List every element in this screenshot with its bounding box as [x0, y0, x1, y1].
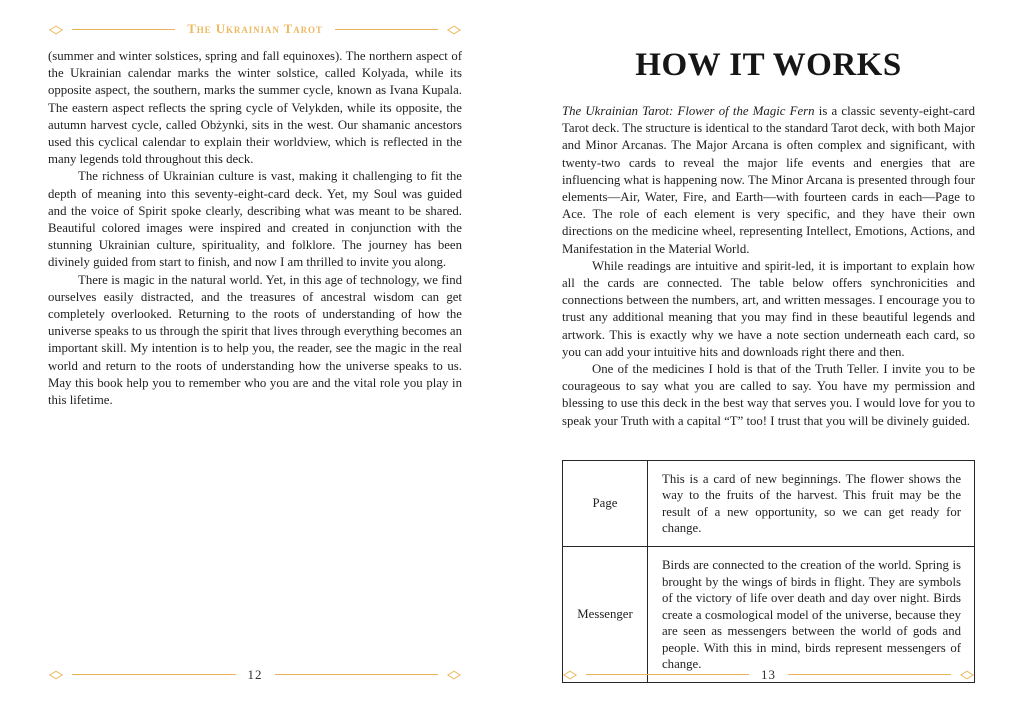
ornament-rule	[335, 29, 438, 30]
page-footer	[566, 668, 971, 681]
page-right	[562, 0, 975, 717]
page-footer	[52, 668, 458, 681]
table-term-cell: Messenger	[563, 547, 648, 683]
diamond-ornament-icon	[447, 670, 461, 679]
page-number: 13	[761, 667, 776, 682]
card-meanings-table	[562, 460, 975, 683]
ornament-rule	[586, 674, 749, 675]
left-page-body	[48, 48, 462, 409]
ornament-rule	[72, 674, 236, 675]
paragraph: There is magic in the natural world. Yet, in this age of technology, we find ourselves easily distracted, and the treasures of ancestral wisdom can get completely overlooked. Returning to the roots of understanding of how the universe speaks to us through the spirit that lives through everything becomes an important skill. My intention is to help you, the reader, see the magic in the real world and return to the roots of understanding how the universe speaks to us. May this book help you to remember who you are and the vital role you play in this lifetime.	[48, 272, 462, 408]
running-header-title: The Ukrainian Tarot	[187, 21, 323, 36]
diamond-ornament-icon	[447, 25, 461, 34]
page-number: 12	[247, 667, 263, 682]
diamond-ornament-icon	[563, 670, 577, 679]
table-description-cell: Birds are connected to the creation of the world. Spring is brought by the wings of birds in flight. They are symbols of the victory of life over death and day over night. Birds create a cosmological model of the universe, because they are seen as messengers between the world of gods and people. With this in mind, birds represent messengers of change.	[648, 547, 975, 683]
page-left	[48, 0, 462, 717]
running-header	[52, 22, 458, 37]
right-page-body	[562, 103, 975, 430]
diamond-ornament-icon	[49, 25, 63, 34]
paragraph: The richness of Ukrainian culture is vast, making it challenging to fit the depth of meaning into this seventy-eight-card deck. Yet, my Soul was guided and the voice of Spirit spoke clearly, describing what was meant to be shared. Beautiful colored images were inspired and created in conjunction with the stunning Ukrainian culture, spirituality, and folklore. The journey has been divinely guided from start to finish, and now I am thrilled to invite you along.	[48, 169, 462, 270]
paragraph: One of the medicines I hold is that of the Truth Teller. I invite you to be courageous to say what you are called to say. You have my permission and blessing to use this deck in the best way that serves you. I would love for you to speak your Truth with a capital “T” too! I trust that you will be divinely guided.	[562, 362, 975, 428]
table-description-cell: This is a card of new beginnings. The flower shows the way to the fruits of the harvest. This fruit may be the result of a new opportunity, so we can get ready for change.	[648, 460, 975, 547]
paragraph	[562, 103, 975, 258]
paragraph: (summer and winter solstices, spring and fall equinoxes). The northern aspect of the Ukrainian calendar marks the winter solstice, called Kolyada, while its opposite aspect, the southern, marks the summer cycle, known as Ivana Kupala. The eastern aspect reflects the spring cycle of Velykden, while its opposite, the autumn harvest cycle, called Obżynki, sits in the west. Our shamanic ancestors used this cyclical calendar to explain their worldview, which is reflected in the many legends told throughout this deck.	[48, 49, 462, 167]
table-row	[563, 547, 975, 683]
table-term-cell: Page	[563, 460, 648, 547]
ornament-rule	[72, 29, 175, 30]
chapter-title: HOW IT WORKS	[635, 47, 902, 83]
ornament-rule	[788, 674, 951, 675]
table-row	[563, 460, 975, 547]
paragraph-text: is a classic seventy-eight-card Tarot deck. The structure is identical to the standard Tarot deck, with both Major and Minor Arcanas. The Major Arcana is often complex and significant, with twenty-two cards to reveal the major life events and energies that are influencing what is happening now. The Minor Arcana is presented through four elements—Air, Water, Fire, and Earth—with fourteen cards in each—Page to Ace. The role of each element is very specific, and they have their own directions on the medicine wheel, representing Intellect, Emotions, Actions, and Manifestation in the Material World.	[562, 104, 975, 256]
paragraph: While readings are intuitive and spirit-led, it is important to explain how all the cards are connected. The table below offers synchronicities and connections between the numbers, art, and written messages. I encourage you to trust any additional meaning that you may find in these beautiful legends and artwork. This is exactly why we have a note section underneath each card, so you can add your intuitive hits and downloads right there and then.	[562, 258, 975, 359]
book-title-italic: The Ukrainian Tarot: Flower of the Magic Fern	[562, 104, 815, 118]
diamond-ornament-icon	[49, 670, 63, 679]
ornament-rule	[275, 674, 439, 675]
